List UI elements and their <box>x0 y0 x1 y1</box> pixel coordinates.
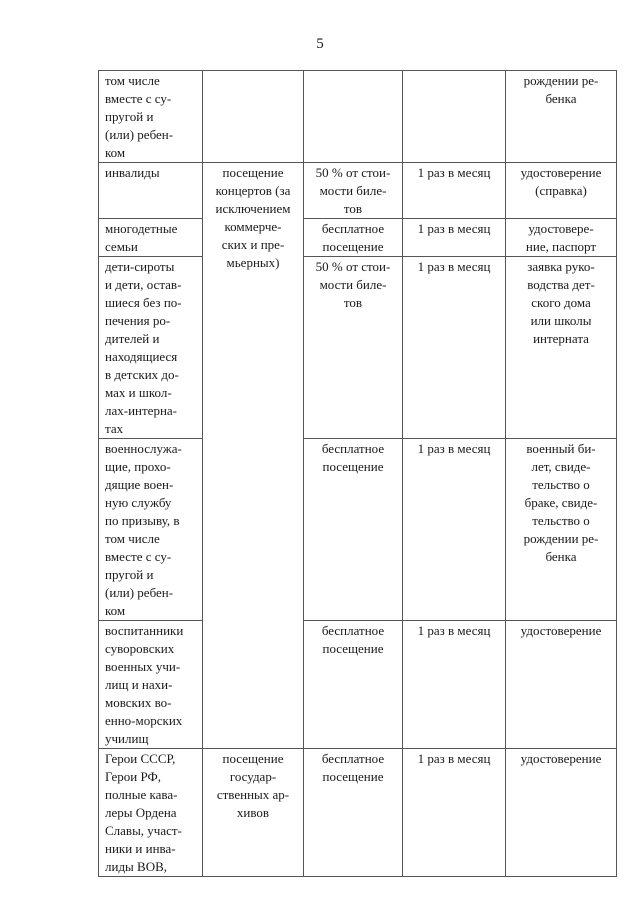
category-cell <box>99 219 203 257</box>
discount-cell <box>304 71 403 163</box>
cell-line: тельство о <box>532 477 590 492</box>
cell-line: 50 % от стои- <box>315 165 391 180</box>
cell-line: удостоверение <box>520 751 602 766</box>
cell-line: том числе <box>105 531 160 546</box>
cell-line: удостовере- <box>528 221 594 236</box>
cell-line: посещение <box>322 641 384 656</box>
cell-line: удостоверение <box>520 623 602 638</box>
discount-cell <box>304 163 403 219</box>
cell-line: многодетные <box>105 221 178 236</box>
frequency-cell <box>403 257 506 439</box>
cell-line: ком <box>105 603 126 618</box>
cell-line: военных учи- <box>105 659 181 674</box>
cell-line: посещение <box>322 769 384 784</box>
cell-line: тов <box>343 295 363 310</box>
cell-line: лах-интерна- <box>105 403 178 418</box>
cell-line: енно-морских <box>105 713 183 728</box>
service-cell <box>203 71 304 163</box>
page-number: 5 <box>316 36 324 52</box>
cell-line: военный би- <box>526 441 596 456</box>
table-row <box>99 257 617 439</box>
cell-line: лищ и нахи- <box>105 677 173 692</box>
frequency-cell <box>403 439 506 621</box>
category-cell <box>99 257 203 439</box>
cell-line: печения ро- <box>105 313 171 328</box>
category-cell <box>99 163 203 219</box>
frequency-cell <box>403 219 506 257</box>
table-row <box>99 71 617 163</box>
cell-line: 1 раз в месяц <box>417 623 491 638</box>
cell-line: бесплатное <box>321 751 385 766</box>
cell-line: бесплатное <box>321 221 385 236</box>
cell-line: ние, паспорт <box>525 239 597 254</box>
cell-line: посещение <box>222 165 284 180</box>
discount-cell <box>304 257 403 439</box>
table-row <box>99 439 617 621</box>
cell-line: леры Ордена <box>105 805 177 820</box>
cell-line: Славы, участ- <box>105 823 182 838</box>
cell-line: (справка) <box>535 183 587 198</box>
category-cell <box>99 439 203 621</box>
documents-cell <box>506 71 617 163</box>
cell-line: том числе <box>105 73 160 88</box>
cell-line: 50 % от стои- <box>315 259 391 274</box>
frequency-cell <box>403 749 506 877</box>
discount-cell <box>304 439 403 621</box>
cell-line: находящиеся <box>105 349 178 364</box>
cell-line: тельство о <box>532 513 590 528</box>
documents-cell <box>506 219 617 257</box>
cell-line: ную службу <box>105 495 172 510</box>
cell-line: дящие воен- <box>105 477 174 492</box>
cell-line: интерната <box>533 331 589 346</box>
cell-line: удостоверение <box>520 165 602 180</box>
cell-line: мьерных) <box>226 255 280 270</box>
category-cell <box>99 71 203 163</box>
cell-line: бесплатное <box>321 623 385 638</box>
frequency-cell <box>403 621 506 749</box>
cell-line: семьи <box>105 239 138 254</box>
cell-line: хивов <box>236 805 270 820</box>
cell-line: военнослужа- <box>105 441 182 456</box>
cell-line: ских и пре- <box>221 237 285 252</box>
table-row <box>99 749 617 877</box>
cell-line: лиды ВОВ, <box>105 859 168 874</box>
cell-line: заявка руко- <box>527 259 595 274</box>
cell-line: 1 раз в месяц <box>417 221 491 236</box>
cell-line: посещение <box>222 751 284 766</box>
cell-line: дети-сироты <box>105 259 175 274</box>
cell-line: бесплатное <box>321 441 385 456</box>
table-row <box>99 621 617 749</box>
cell-line: рождении ре- <box>523 531 599 546</box>
cell-line: и дети, остав- <box>105 277 182 292</box>
cell-line: Герои РФ, <box>105 769 162 784</box>
cell-line: 1 раз в месяц <box>417 165 491 180</box>
cell-line: ком <box>105 145 126 160</box>
cell-line: в детских до- <box>105 367 179 382</box>
cell-line: воспитанники <box>105 623 184 638</box>
cell-line: тах <box>105 421 124 436</box>
cell-line: 1 раз в месяц <box>417 751 491 766</box>
cell-line: вместе с су- <box>105 91 172 106</box>
category-cell <box>99 621 203 749</box>
cell-line: ственных ар- <box>216 787 290 802</box>
cell-line: мах и школ- <box>105 385 172 400</box>
cell-line: (или) ребен- <box>105 127 174 142</box>
cell-line: лет, свиде- <box>531 459 591 474</box>
cell-line: тов <box>343 201 363 216</box>
cell-line: бенка <box>545 549 577 564</box>
cell-line: ники и инва- <box>105 841 176 856</box>
cell-line: по призыву, в <box>105 513 180 528</box>
cell-line: Герои СССР, <box>105 751 176 766</box>
documents-cell <box>506 621 617 749</box>
benefits-table <box>98 70 617 877</box>
cell-line: мости биле- <box>319 277 387 292</box>
cell-line: пругой и <box>105 109 154 124</box>
category-cell <box>99 749 203 877</box>
cell-line: щие, прохо- <box>105 459 171 474</box>
cell-line: 1 раз в месяц <box>417 441 491 456</box>
discount-cell <box>304 219 403 257</box>
cell-line: мости биле- <box>319 183 387 198</box>
service-cell-concerts <box>203 163 304 749</box>
cell-line: или школы <box>530 313 592 328</box>
table-row <box>99 163 617 219</box>
cell-line: 1 раз в месяц <box>417 259 491 274</box>
cell-line: коммерче- <box>224 219 282 234</box>
cell-line: шиеся без по- <box>105 295 182 310</box>
cell-line: концертов (за <box>215 183 291 198</box>
cell-line: училищ <box>105 731 149 746</box>
documents-cell <box>506 163 617 219</box>
cell-line: ского дома <box>531 295 591 310</box>
frequency-cell <box>403 163 506 219</box>
cell-line: посещение <box>322 459 384 474</box>
cell-line: посещение <box>322 239 384 254</box>
cell-line: дителей и <box>105 331 160 346</box>
documents-cell <box>506 439 617 621</box>
frequency-cell <box>403 71 506 163</box>
cell-line: инвалиды <box>105 165 160 180</box>
cell-line: (или) ребен- <box>105 585 174 600</box>
cell-line: исключением <box>215 201 291 216</box>
documents-cell <box>506 257 617 439</box>
cell-line: бенка <box>545 91 577 106</box>
cell-line: государ- <box>229 769 277 784</box>
cell-line: рождении ре- <box>523 73 599 88</box>
cell-line: пругой и <box>105 567 154 582</box>
table-row <box>99 219 617 257</box>
discount-cell <box>304 621 403 749</box>
cell-line: браке, свиде- <box>524 495 598 510</box>
cell-line: водства дет- <box>527 277 595 292</box>
discount-cell <box>304 749 403 877</box>
cell-line: вместе с су- <box>105 549 172 564</box>
cell-line: суворовских <box>105 641 175 656</box>
cell-line: полные кава- <box>105 787 178 802</box>
documents-cell <box>506 749 617 877</box>
cell-line: мовских во- <box>105 695 172 710</box>
service-cell-archives <box>203 749 304 877</box>
